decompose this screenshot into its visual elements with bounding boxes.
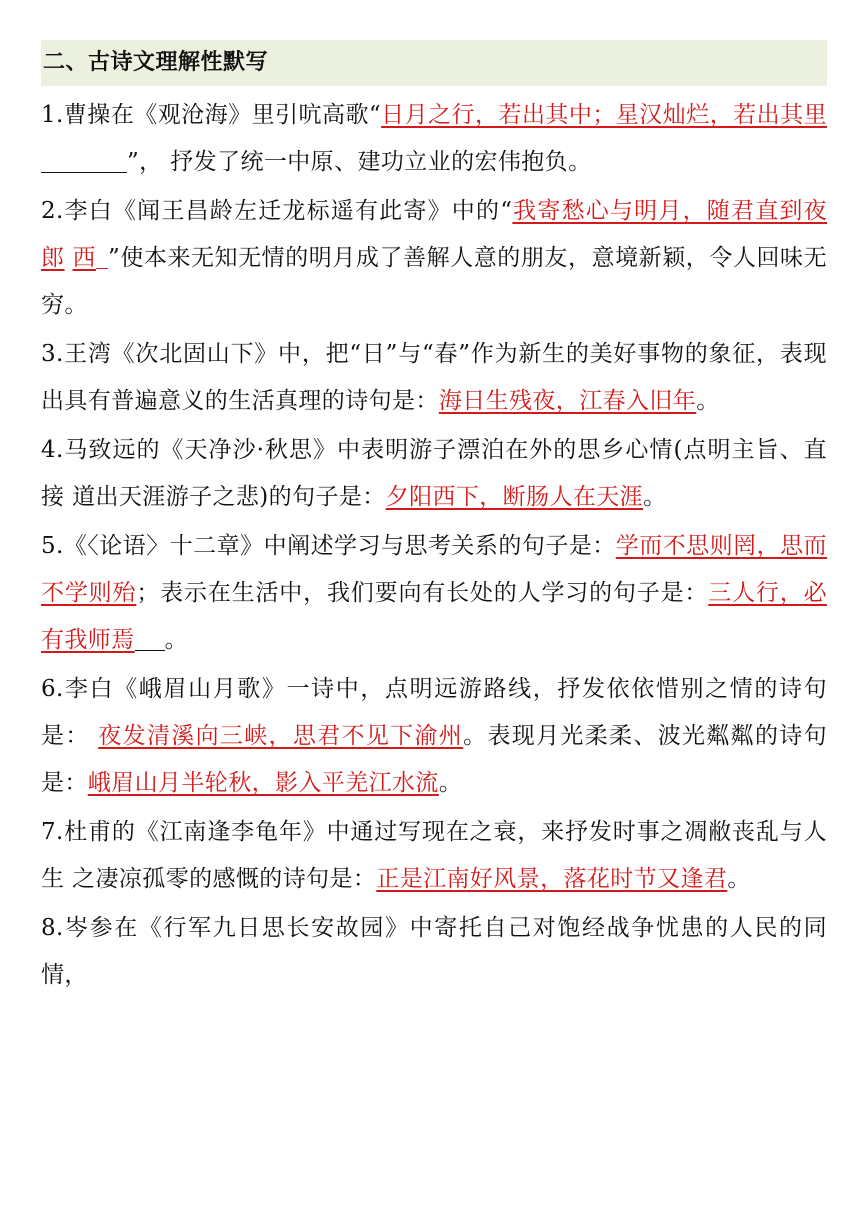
question-text: 7.杜甫的《江南逢李龟年》中通过写现在之衰，来抒发时事之凋敝丧乱与人生 之凄凉孤零的感慨的诗句是： (41, 819, 827, 892)
question-text: ”， 抒发了统一中原、建功立业的宏伟抱负。 (127, 149, 592, 175)
answer-text: 西 (72, 245, 96, 271)
question-item-5 (41, 523, 827, 664)
question-text: ；表示在生活中，我们要向有长处的人学习的句子是： (136, 580, 709, 606)
question-item-7 (41, 809, 827, 903)
question-text: ”使本来无知无情的明月成了善解人意的朋友，意境新颖，令人回味无穷。 (41, 245, 827, 318)
question-item-2 (41, 188, 827, 329)
answer-text: 学而不思则罔，思而不学则殆 (41, 533, 827, 606)
question-text: 8.岑参在《行军九日思长安故园》中寄托自己对饱经战争忧患的人民的同情， (41, 915, 827, 988)
answer-text: 海日生残夜，江春入旧年 (438, 388, 697, 414)
answer-text: 我寄愁心与明月，随君直到夜郎 (41, 198, 827, 271)
question-text: 6.李白《峨眉山月歌》一诗中，点明远游路线，抒发依依惜别之情的诗句是： (41, 676, 827, 749)
question-text: 。 (438, 770, 463, 796)
answer-text: 三人行，必有我师焉 (41, 580, 827, 653)
question-text: 。 (164, 627, 189, 653)
question-item-8 (41, 905, 827, 999)
question-text: 3.王湾《次北固山下》中，把“日”与“春”作为新生的美好事物的象征，表现出具有普遍意义的生活真理的诗句是： (41, 341, 827, 414)
answer-blank-line (96, 245, 108, 269)
question-item-6 (41, 666, 827, 807)
question-text: 。表现月光柔柔、波光粼粼的诗句是： (41, 723, 828, 796)
answer-text: 夜发清溪向三峡，思君不见下渝州 (98, 723, 464, 749)
question-text: 5.《〈论语〉十二章》中阐述学习与思考关系的句子是： (41, 533, 616, 559)
question-text: 。 (727, 866, 751, 892)
section-title: 二、古诗文理解性默写 (41, 40, 827, 86)
answer-text: 日月之行，若出其中；星汉灿烂，若出其里 (381, 102, 827, 128)
question-item-3 (41, 331, 827, 425)
document-page (41, 40, 827, 999)
answer-text: 夕阳西下，断肠人在天涯 (385, 484, 644, 510)
question-text: 。 (643, 484, 667, 510)
question-text: 1.曹操在《观沧海》里引吭高歌“ (41, 102, 382, 128)
answer-text: 正是江南好风景，落花时节又逢君 (376, 866, 728, 892)
answer-blank-line (135, 627, 165, 651)
answer-text: 峨眉山月半轮秋，影入平羌江水流 (87, 770, 439, 796)
question-text: 。 (696, 388, 720, 414)
question-item-1 (41, 92, 827, 186)
answer-blank-line (41, 149, 127, 173)
question-item-4 (41, 427, 827, 521)
question-text: 2.李白《闻王昌龄左迁龙标遥有此寄》中的“ (41, 198, 513, 224)
question-text: 4.马致远的《天净沙·秋思》中表明游子漂泊在外的思乡心情(点明主旨、直接 道出天涯游子之悲)的句子是： (41, 437, 827, 510)
